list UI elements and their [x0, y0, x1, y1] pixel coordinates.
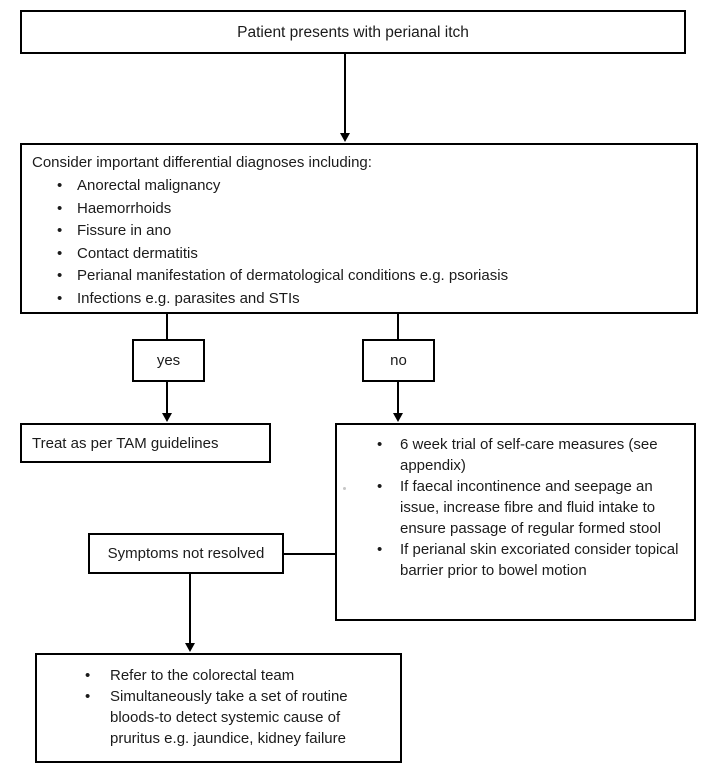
node-not-resolved-label: Symptoms not resolved — [107, 545, 265, 562]
arrow-no-to-selfcare-line — [397, 382, 399, 413]
selfcare-list — [377, 434, 684, 581]
list-item — [57, 198, 686, 221]
list-item — [85, 686, 390, 749]
node-no-label: no — [390, 352, 407, 369]
list-item — [57, 175, 686, 198]
list-item-text: Refer to the colorectal team — [110, 667, 295, 684]
bullet-icon: • — [377, 541, 383, 558]
node-differentials-title: Consider important differential diagnoses including: — [32, 154, 372, 171]
node-treat — [20, 423, 271, 463]
list-item-text: Contact dermatitis — [77, 244, 198, 262]
arrow-yes-to-treat-head — [162, 413, 172, 422]
bullet-icon: • — [57, 267, 63, 284]
stray-mark — [343, 487, 346, 490]
refer-list — [85, 665, 390, 749]
node-yes-label: yes — [156, 352, 181, 369]
list-item-text: If faecal incontinence and seepage an issue, increase fibre and fluid intake to ensure passage of regular formed stool — [400, 478, 661, 537]
list-item-text: Infections e.g. parasites and STIs — [77, 289, 300, 307]
arrow-start-to-differentials-head — [340, 133, 350, 142]
list-item-text: Perianal manifestation of dermatological conditions e.g. psoriasis — [77, 267, 509, 284]
list-item — [377, 476, 684, 539]
list-item-text: If perianal skin excoriated consider topical barrier prior to bowel motion — [400, 541, 679, 579]
list-item — [57, 265, 686, 288]
connector-differentials-to-no — [397, 314, 399, 339]
list-item-text: Anorectal malignancy — [77, 177, 221, 194]
node-differentials — [20, 143, 698, 314]
bullet-icon: • — [85, 667, 91, 684]
bullet-icon: • — [57, 222, 63, 239]
bullet-icon: • — [377, 436, 383, 453]
list-item — [57, 288, 686, 311]
list-item-text: 6 week trial of self-care measures (see appendix) — [400, 436, 658, 474]
list-item — [85, 665, 390, 686]
arrow-start-to-differentials-line — [344, 54, 346, 133]
arrow-notresolved-to-refer-line — [189, 574, 191, 643]
list-item-text: Simultaneously take a set of routine bloods-to detect systemic cause of pruritus e.g. jaundice, kidney failure — [110, 688, 348, 747]
arrow-notresolved-to-refer-head — [185, 643, 195, 652]
node-not-resolved — [88, 533, 284, 574]
list-item — [57, 243, 686, 266]
list-item — [377, 539, 684, 581]
node-no — [362, 339, 435, 382]
list-item — [57, 220, 686, 243]
differentials-list — [57, 175, 686, 310]
node-start — [20, 10, 686, 54]
list-item — [377, 434, 684, 476]
bullet-icon: • — [57, 177, 63, 194]
bullet-icon: • — [57, 244, 63, 262]
node-refer — [35, 653, 402, 763]
bullet-icon: • — [57, 199, 63, 217]
bullet-icon: • — [85, 688, 91, 705]
bullet-icon: • — [377, 478, 383, 495]
bullet-icon: • — [57, 289, 63, 307]
node-start-label: Patient presents with perianal itch — [237, 23, 469, 41]
arrow-yes-to-treat-line — [166, 382, 168, 413]
node-yes — [132, 339, 205, 382]
connector-notresolved-to-selfcare — [284, 553, 335, 555]
node-selfcare — [335, 423, 696, 621]
node-treat-label: Treat as per TAM guidelines — [32, 434, 219, 452]
list-item-text: Haemorrhoids — [77, 199, 172, 217]
arrow-no-to-selfcare-head — [393, 413, 403, 422]
connector-differentials-to-yes — [166, 314, 168, 339]
list-item-text: Fissure in ano — [77, 222, 172, 239]
